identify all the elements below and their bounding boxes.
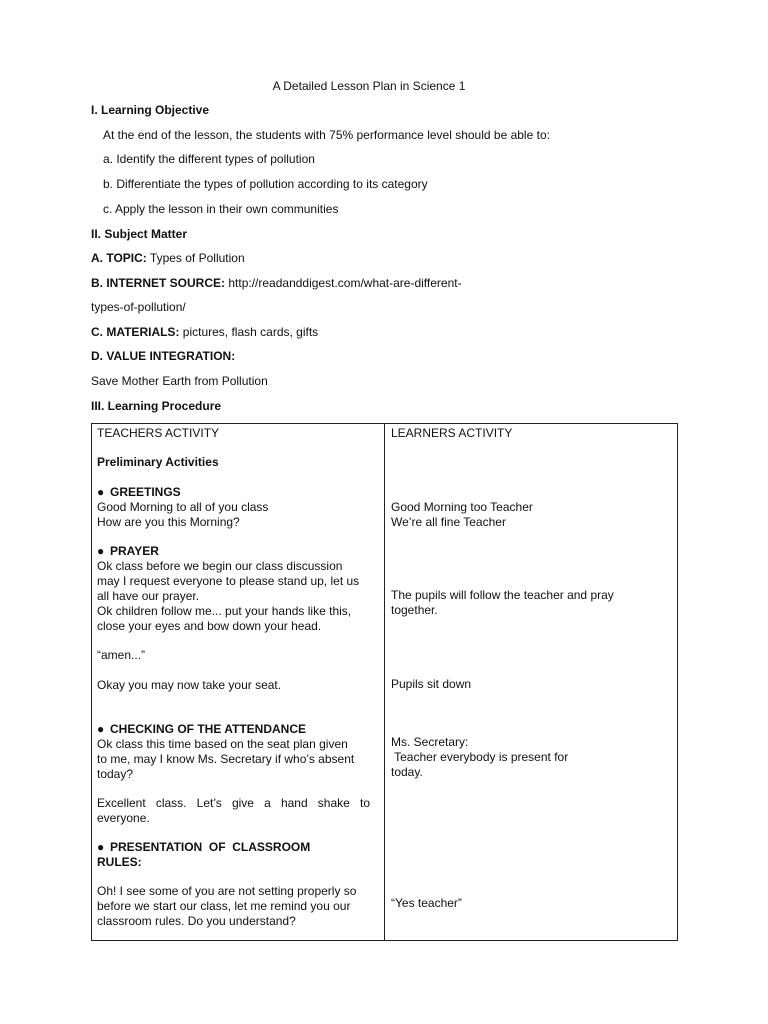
learner-column-header: LEARNERS ACTIVITY [391,426,513,440]
topic-label: A. TOPIC: [91,251,147,265]
teacher-line: all have our prayer. [97,589,200,603]
teacher-line: before we start our class, let me remind you our [97,899,351,913]
teacher-line: Ok children follow me... put your hands like this, [97,604,352,618]
learner-line: We’re all fine Teacher [391,515,506,529]
learner-line: together. [391,603,438,617]
teacher-line: Good Morning to all of you class [97,500,269,514]
teacher-line: Ok class before we begin our class discussion [97,559,343,573]
teacher-line: to me, may I know Ms. Secretary if who’s absent [97,752,355,766]
teacher-line: Excellent class. Let’s give a hand shake to [97,796,370,810]
black-circle-bullet-icon: ● [97,544,105,558]
learner-line: today. [391,765,423,779]
prayer-heading [97,544,159,559]
black-circle-bullet-icon: ● [97,840,105,854]
classroom-rules-heading-text: PRESENTATION OF CLASSROOM [110,840,311,854]
column-divider [384,424,385,940]
black-circle-bullet-icon: ● [97,485,105,499]
teacher-line: Ok class this time based on the seat plan given [97,737,348,751]
section-heading-learning-objective: I. Learning Objective [91,103,210,117]
materials-value: pictures, flash cards, gifts [182,325,319,339]
teacher-line: may I request everyone to please stand up, let us [97,574,360,588]
learner-line: Good Morning too Teacher [391,500,533,514]
learner-line: Ms. Secretary: [391,735,469,749]
source-label: B. INTERNET SOURCE: [91,276,226,290]
section-heading-subject-matter: II. Subject Matter [91,227,188,241]
source-line [91,276,462,291]
classroom-rules-heading [97,840,310,855]
topic-value: Types of Pollution [149,251,245,265]
learning-procedure-table [91,423,678,941]
attendance-heading-text: CHECKING OF THE ATTENDANCE [110,722,306,736]
teacher-line: Oh! I see some of you are not setting properly so [97,884,357,898]
teacher-line: Okay you may now take your seat. [97,678,282,692]
value-integration-label: D. VALUE INTEGRATION: [91,349,236,363]
source-url-continued: types-of-pollution/ [91,300,186,314]
prayer-heading-text: PRAYER [110,544,159,558]
objective-item: b. Differentiate the types of pollution according to its category [103,177,428,191]
greetings-heading [97,485,181,500]
objective-intro: At the end of the lesson, the students with 75% performance level should be able to: [103,128,550,142]
teacher-line: close your eyes and bow down your head. [97,619,322,633]
teacher-line: everyone. [97,811,150,825]
classroom-rules-heading-continued: RULES: [97,855,142,869]
topic-line [91,251,245,266]
source-url: http://readanddigest.com/what-are-different- [228,276,462,290]
teacher-line: “amen...” [97,648,146,662]
learner-line: The pupils will follow the teacher and pray [391,588,614,602]
teacher-column-header: TEACHERS ACTIVITY [97,426,220,440]
learner-line: “Yes teacher” [391,896,462,910]
learner-line: Teacher everybody is present for [391,750,569,764]
objective-item: a. Identify the different types of pollution [103,152,315,166]
preliminary-activities-heading: Preliminary Activities [97,455,219,469]
materials-line [91,325,318,340]
page-title: A Detailed Lesson Plan in Science 1 [272,79,466,93]
section-heading-learning-procedure: III. Learning Procedure [91,399,222,413]
attendance-heading [97,722,306,737]
learner-line: Pupils sit down [391,677,472,691]
teacher-line: How are you this Morning? [97,515,240,529]
greetings-heading-text: GREETINGS [110,485,181,499]
objective-item: c. Apply the lesson in their own communities [103,202,339,216]
value-integration-text: Save Mother Earth from Pollution [91,374,268,388]
materials-label: C. MATERIALS: [91,325,180,339]
teacher-line: today? [97,767,134,781]
black-circle-bullet-icon: ● [97,722,105,736]
teacher-line: classroom rules. Do you understand? [97,914,296,928]
